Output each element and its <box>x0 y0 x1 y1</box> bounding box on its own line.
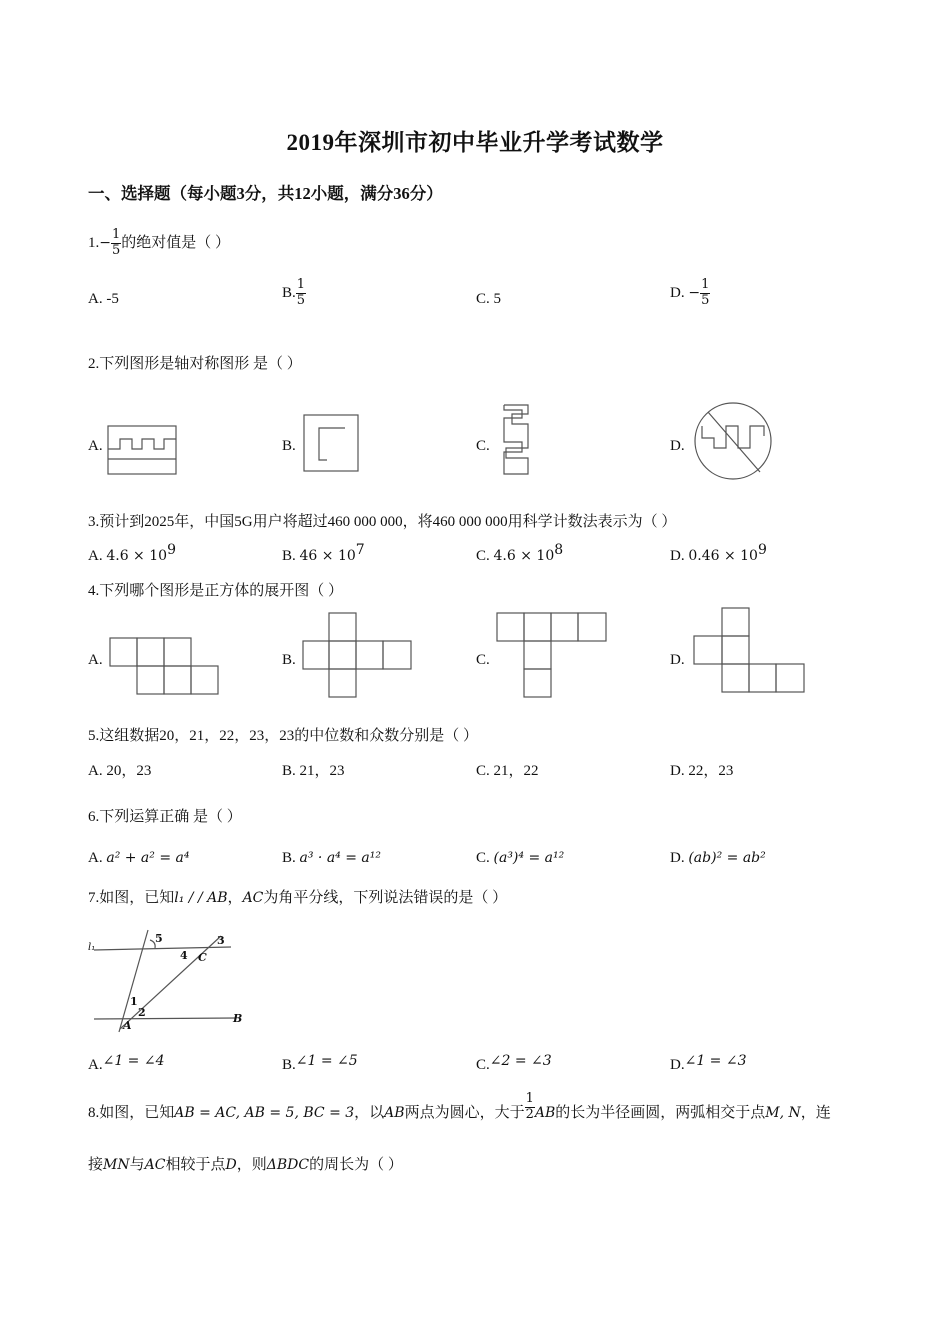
q1-option-d[interactable]: D. − $\frac{1}{5}$ <box>670 277 710 308</box>
question-8-line-2: 接MN与AC相较于点D，则ΔBDC的周长为（ ） <box>88 1157 403 1173</box>
q6-option-d[interactable]: D. (ab)² = ab² <box>670 850 766 866</box>
q3-option-c[interactable]: C. $4.6 \times 10^8$ <box>476 542 564 564</box>
q2-option-d[interactable]: D. <box>670 438 685 454</box>
section-heading: 一、选择题（每小题3分，共12小题，满分36分） <box>88 184 443 203</box>
q7-condition-parallel: l₁ / / AB <box>174 890 228 906</box>
svg-text:B: B <box>233 1012 243 1025</box>
svg-text:5: 5 <box>155 932 163 945</box>
q2-option-b[interactable]: B. <box>282 438 296 454</box>
q7-option-b[interactable]: B.∠1 = ∠5 <box>282 1053 358 1073</box>
svg-text:4: 4 <box>180 949 188 962</box>
q6-option-b[interactable]: B. a³ · a⁴ = a¹² <box>282 850 381 866</box>
q4-figure-b <box>303 613 415 699</box>
svg-text:1: 1 <box>130 995 138 1008</box>
q3-option-b[interactable]: B. $46 \times 10^7$ <box>282 542 365 564</box>
q2-option-a[interactable]: A. <box>88 438 103 454</box>
q6-option-c[interactable]: C. (a³)⁴ = a¹² <box>476 850 565 866</box>
q4-option-c[interactable]: C. <box>476 652 490 668</box>
q7-option-a[interactable]: A.∠1 = ∠4 <box>88 1053 165 1073</box>
q7-figure <box>86 928 251 1038</box>
q3-option-a[interactable]: A. $4.6 \times 10^9$ <box>88 542 176 564</box>
page-title: 2019年深圳市初中毕业升学考试数学 <box>286 130 664 155</box>
svg-text:A: A <box>123 1019 132 1032</box>
q4-figure-c <box>497 613 609 699</box>
q5-option-d[interactable]: D. 22，23 <box>670 763 734 779</box>
q4-option-d[interactable]: D. <box>670 652 685 668</box>
q7-option-d[interactable]: D.∠1 = ∠3 <box>670 1053 747 1073</box>
q7-option-c[interactable]: C.∠2 = ∠3 <box>476 1053 552 1073</box>
q2-figure-c <box>496 404 532 476</box>
q5-option-a[interactable]: A. 20，23 <box>88 763 152 779</box>
svg-text:3: 3 <box>217 934 225 947</box>
svg-text:l₁: l₁ <box>88 942 96 953</box>
question-1-text: 的绝对值是（ ） <box>121 234 231 251</box>
svg-text:2: 2 <box>138 1006 146 1019</box>
question-5: 5.这组数据20，21，22，23，23的中位数和众数分别是（ ） <box>88 728 479 744</box>
question-1 <box>88 228 230 259</box>
q8-given: AB = AC, AB = 5, BC = 3 <box>174 1104 355 1121</box>
q4-option-a[interactable]: A. <box>88 652 103 668</box>
q2-figure-d <box>694 402 774 482</box>
q2-figure-b <box>303 414 361 474</box>
q1-option-a[interactable]: A. -5 <box>88 291 119 307</box>
svg-text:C: C <box>198 951 207 964</box>
question-1-number: 1. <box>88 234 100 251</box>
question-4: 4.下列哪个图形是正方体的展开图（ ） <box>88 583 344 599</box>
q1-option-c[interactable]: C. 5 <box>476 291 502 307</box>
q5-option-b[interactable]: B. 21，23 <box>282 763 345 779</box>
question-2: 2.下列图形是轴对称图形 是（ ） <box>88 356 302 372</box>
q8-fraction: $\frac{1}{2}$ <box>525 1091 534 1122</box>
q2-figure-a <box>108 425 178 477</box>
q4-option-b[interactable]: B. <box>282 652 296 668</box>
question-3: 3.预计到2025年，中国5G用户将超过460 000 000，将460 000 000用科学计数法表示为（ ） <box>88 514 677 530</box>
question-1-neg: − <box>99 234 111 251</box>
q4-figure-d <box>694 608 806 694</box>
q2-option-c[interactable]: C. <box>476 438 490 454</box>
q3-option-d[interactable]: D. $0.46 \times 10^9$ <box>670 542 767 564</box>
question-6: 6.下列运算正确 是（ ） <box>88 809 242 825</box>
question-8-line-1: 8.如图，已知AB = AC, AB = 5, BC = 3，以AB两点为圆心，大于 $\frac{1}{2}$ AB的长为半径画圆，两弧相交于点M, N，连 <box>88 1091 831 1122</box>
q4-figure-a <box>110 638 222 696</box>
q1-option-b[interactable]: B. $\frac{1}{5}$ <box>282 277 306 308</box>
question-1-fraction: $\frac{1}{5}$ <box>111 227 121 258</box>
q7-condition-bisector: AC <box>242 890 264 906</box>
q6-option-a[interactable]: A. a² + a² = a⁴ <box>88 850 190 866</box>
q5-option-c[interactable]: C. 21，22 <box>476 763 539 779</box>
question-7: 7.如图，已知l₁ / / AB，AC为角平分线，下列说法错误的是（ ） <box>88 890 508 906</box>
